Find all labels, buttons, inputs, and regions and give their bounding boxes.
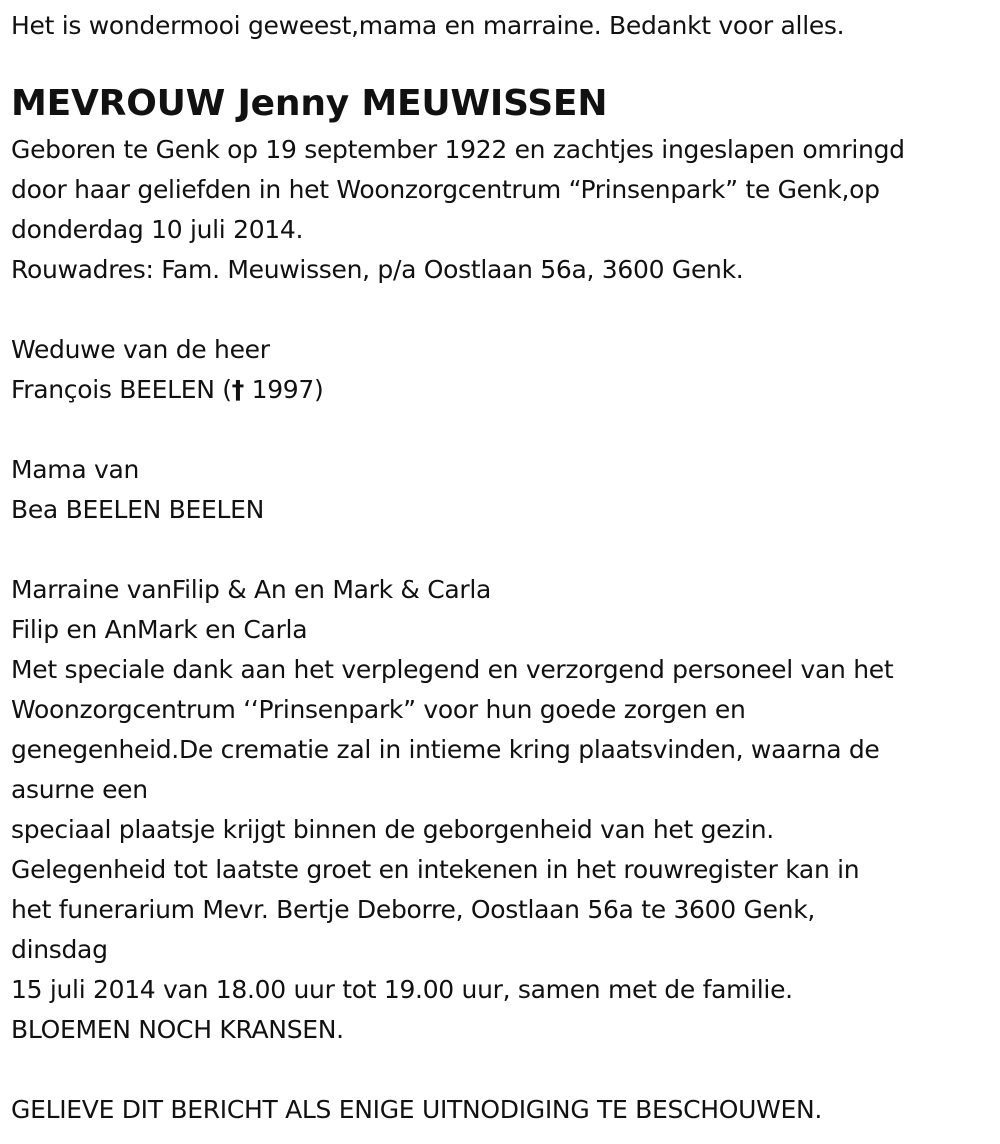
thanks-line: genegenheid.De crematie zal in intieme kring plaatsvinden, waarna de	[11, 735, 880, 764]
spacer	[11, 410, 986, 450]
spacer	[11, 290, 986, 330]
cross-icon: †	[231, 375, 244, 404]
thanks-line: Met speciale dank aan het verplegend en verzorgend personeel van het	[11, 655, 894, 684]
children-names: Bea BEELEN BEELEN	[11, 495, 264, 524]
birth-line: donderdag 10 juli 2014.	[11, 215, 304, 244]
closing-line: GELIEVE DIT BERICHT ALS ENIGE UITNODIGING TE BESCHOUWEN.	[11, 1095, 823, 1124]
spacer	[11, 530, 986, 570]
thanks-line: speciaal plaatsje krijgt binnen de geborgenheid van het gezin.	[11, 815, 774, 844]
thanks-line: 15 juli 2014 van 18.00 uur tot 19.00 uur, samen met de familie.	[11, 975, 793, 1004]
mother-label: Mama van	[11, 455, 140, 484]
obituary-notice	[11, 6, 986, 1130]
husband-name: François BEELEN (	[11, 375, 232, 404]
birth-line: Geboren te Genk op 19 september 1922 en zachtjes ingeslapen omringd	[11, 135, 905, 164]
thanks-line: Gelegenheid tot laatste groet en intekenen in het rouwregister kan in	[11, 855, 860, 884]
death-year: 1997)	[243, 375, 324, 404]
deceased-name-heading: MEVROUW Jenny MEUWISSEN	[11, 83, 608, 124]
thanks-line: dinsdag	[11, 935, 108, 964]
widow-husband	[11, 370, 986, 410]
thanks-line: Woonzorgcentrum ‘‘Prinsenpark” voor hun goede zorgen en	[11, 695, 746, 724]
widow-label: Weduwe van de heer	[11, 335, 270, 364]
birth-line: door haar geliefden in het Woonzorgcentrum “Prinsenpark” te Genk,op	[11, 175, 880, 204]
mourning-address: Rouwadres: Fam. Meuwissen, p/a Oostlaan 56a, 3600 Genk.	[11, 255, 744, 284]
godmother-label: Marraine vanFilip & An en Mark & Carla	[11, 575, 492, 604]
opening-line: Het is wondermooi geweest,mama en marraine. Bedankt voor alles.	[11, 11, 845, 40]
thanks-line: BLOEMEN NOCH KRANSEN.	[11, 1015, 344, 1044]
thanks-line: het funerarium Mevr. Bertje Deborre, Oostlaan 56a te 3600 Genk,	[11, 895, 816, 924]
thanks-line: asurne een	[11, 775, 148, 804]
spacer	[11, 1050, 986, 1090]
godchildren-names: Filip en AnMark en Carla	[11, 615, 308, 644]
